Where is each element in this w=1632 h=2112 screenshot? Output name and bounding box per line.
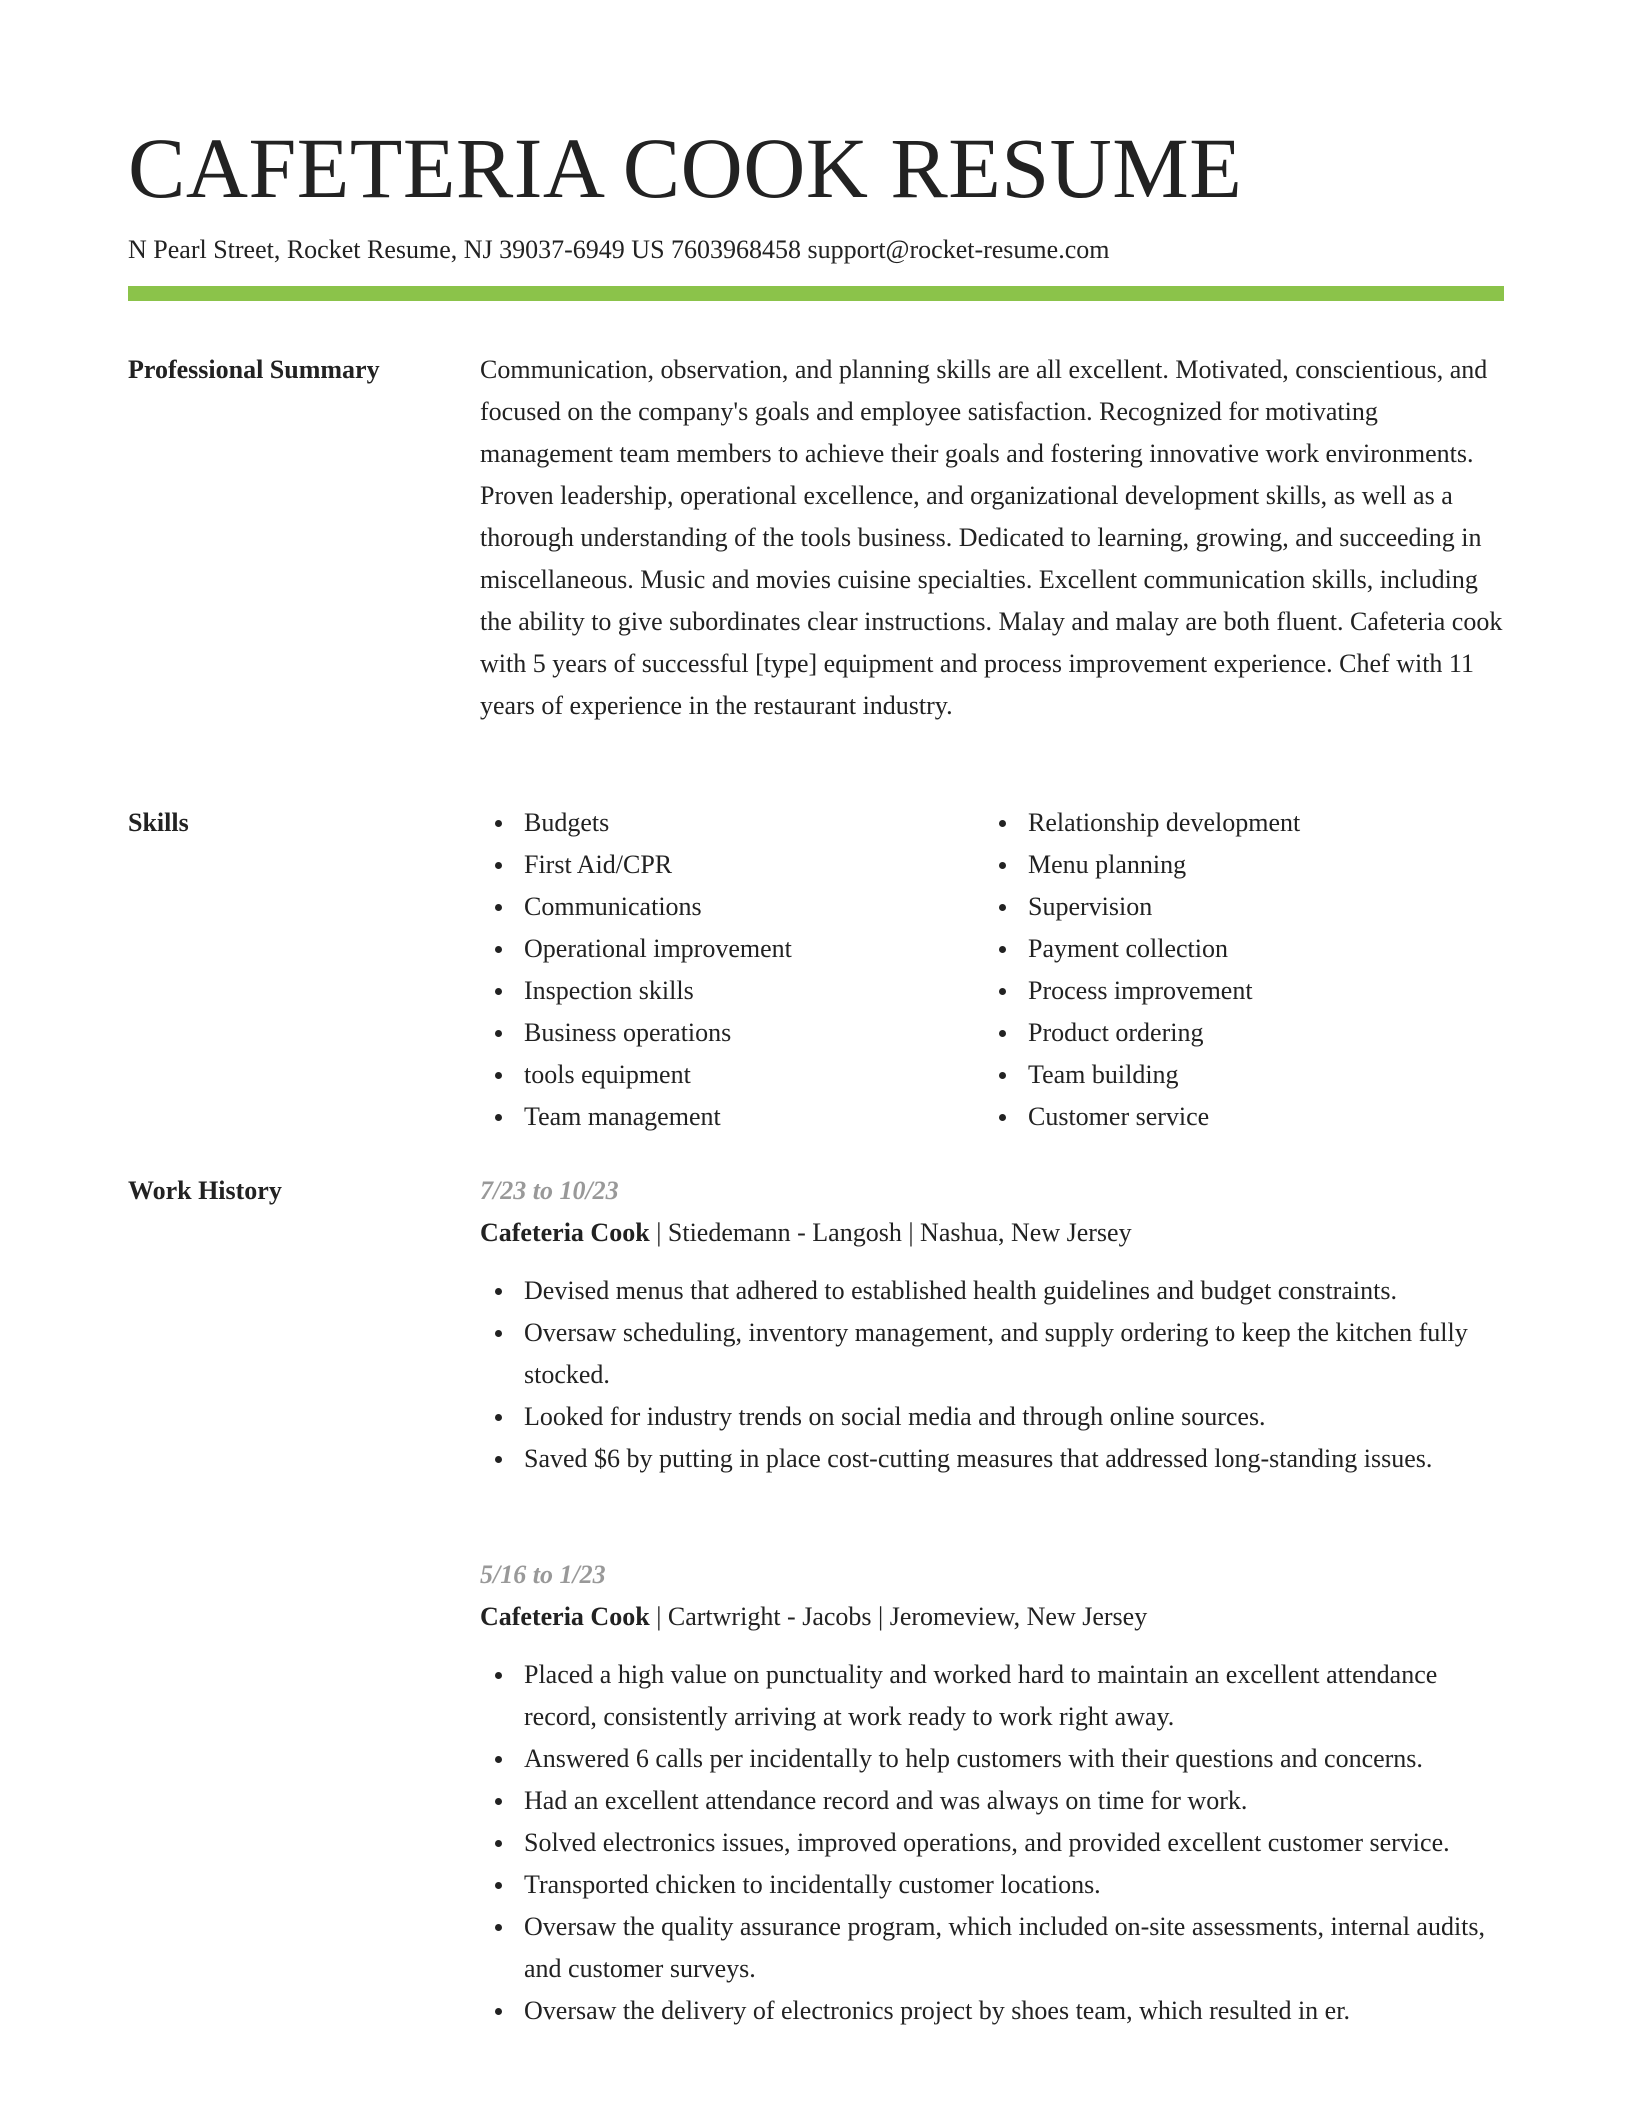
job-duty: Oversaw the delivery of electronics project by shoes team, which resulted in er.: [480, 1990, 1510, 2032]
contact-phone: 7603968458: [671, 235, 802, 264]
job-duty: Placed a high value on punctuality and worked hard to maintain an excellent attendance record, consistently arriving at work ready to work right away.: [480, 1654, 1510, 1738]
skill-item: Operational improvement: [480, 928, 984, 970]
skills-list: [480, 802, 1510, 1138]
job-duty: Answered 6 calls per incidentally to help customers with their questions and concerns.: [480, 1738, 1510, 1780]
skill-item: Inspection skills: [480, 970, 984, 1012]
header-divider: [128, 286, 1504, 301]
skill-item: Team building: [984, 1054, 1488, 1096]
skills-heading: Skills: [128, 808, 189, 837]
contact-address: N Pearl Street, Rocket Resume, NJ 39037-6949 US: [128, 235, 665, 264]
skills-column-2: [984, 802, 1488, 1138]
job-duty: Oversaw the quality assurance program, which included on-site assessments, internal audits, and customer surveys.: [480, 1906, 1510, 1990]
skill-item: tools equipment: [480, 1054, 984, 1096]
contact-email: support@rocket-resume.com: [807, 235, 1110, 264]
job-duty: Devised menus that adhered to established health guidelines and budget constraints.: [480, 1270, 1510, 1312]
job-role: Cafeteria Cook: [480, 1218, 650, 1247]
job-duties: [480, 1654, 1510, 2032]
skill-item: Budgets: [480, 802, 984, 844]
job-employer: | Stiedemann - Langosh | Nashua, New Jersey: [649, 1218, 1132, 1247]
skill-item: Customer service: [984, 1096, 1488, 1138]
skill-item: First Aid/CPR: [480, 844, 984, 886]
summary-heading: Professional Summary: [128, 355, 380, 384]
job-dates: 5/16 to 1/23: [480, 1560, 606, 1589]
contact-line: [128, 232, 1109, 268]
skill-item: Payment collection: [984, 928, 1488, 970]
work-history-heading: Work History: [128, 1176, 282, 1205]
job-duty: Looked for industry trends on social media and through online sources.: [480, 1396, 1510, 1438]
skill-item: Menu planning: [984, 844, 1488, 886]
skill-item: Team management: [480, 1096, 984, 1138]
skill-item: Supervision: [984, 886, 1488, 928]
job-duty: Had an excellent attendance record and was always on time for work.: [480, 1780, 1510, 1822]
skill-item: Process improvement: [984, 970, 1488, 1012]
job-duty: Oversaw scheduling, inventory management, and supply ordering to keep the kitchen fully stocked.: [480, 1312, 1510, 1396]
skill-item: Relationship development: [984, 802, 1488, 844]
job-dates: 7/23 to 10/23: [480, 1176, 619, 1205]
job-title-line: [480, 1596, 1510, 1638]
job-employer: | Cartwright - Jacobs | Jeromeview, New Jersey: [649, 1602, 1148, 1631]
job-entry: [480, 1554, 1510, 2032]
resume-title: CAFETERIA COOK RESUME: [128, 120, 1243, 216]
skills-column-1: [480, 802, 984, 1138]
job-duties: [480, 1270, 1510, 1480]
summary-text: Communication, observation, and planning skills are all excellent. Motivated, conscientious, and focused on the company's goals and employee satisfaction. Recognized for motivating management team members to achieve their goals and fostering innovative work environments. Proven leadership, operational excellence, and organizational development skills, as well as a thorough understanding of the tools business. Dedicated to learning, growing, and succeeding in miscellaneous. Music and movies cuisine specialties. Excellent communication skills, including the ability to give subordinates clear instructions. Malay and malay are both fluent. Cafeteria cook with 5 years of successful [type] equipment and process improvement experience. Chef with 11 years of experience in the restaurant industry.: [480, 355, 1503, 720]
job-duty: Transported chicken to incidentally customer locations.: [480, 1864, 1510, 1906]
job-duty: Solved electronics issues, improved operations, and provided excellent customer service.: [480, 1822, 1510, 1864]
job-duty: Saved $6 by putting in place cost-cutting measures that addressed long-standing issues.: [480, 1438, 1510, 1480]
skill-item: Product ordering: [984, 1012, 1488, 1054]
job-role: Cafeteria Cook: [480, 1602, 650, 1631]
job-entry: [480, 1170, 1510, 1480]
job-title-line: [480, 1212, 1510, 1254]
skill-item: Communications: [480, 886, 984, 928]
skill-item: Business operations: [480, 1012, 984, 1054]
